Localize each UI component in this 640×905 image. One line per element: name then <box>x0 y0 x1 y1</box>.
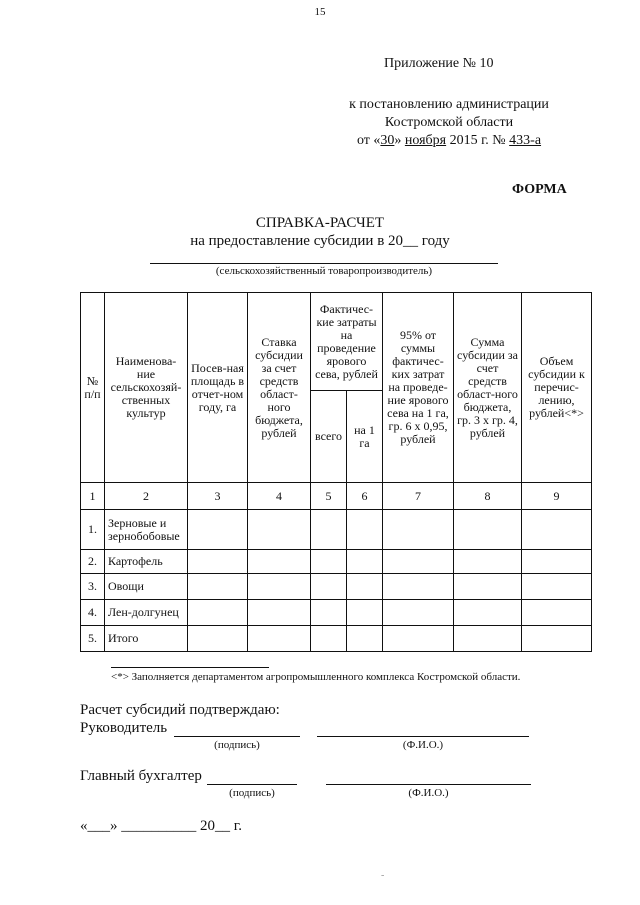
header-sown-area: Посев-ная площадь в отчет-ном году, га <box>188 293 248 483</box>
head-name-line[interactable] <box>317 736 529 737</box>
row-number: 4. <box>81 600 105 626</box>
footnote-divider <box>111 667 269 668</box>
table-cell[interactable] <box>248 510 311 550</box>
accountant-label: Главный бухгалтер <box>80 768 202 784</box>
column-number: 2 <box>105 483 188 510</box>
decree-sep: » <box>394 133 405 148</box>
decree-line-3 <box>318 132 580 150</box>
row-number: 2. <box>81 550 105 574</box>
row-number: 1. <box>81 510 105 550</box>
table-cell[interactable] <box>383 626 454 652</box>
table-cell[interactable] <box>383 550 454 574</box>
accountant-signature-line[interactable] <box>207 784 297 785</box>
table-row <box>81 550 592 574</box>
decree-day: 30 <box>380 133 395 148</box>
column-number-row <box>81 483 592 510</box>
column-number: 8 <box>454 483 522 510</box>
table-cell[interactable] <box>347 600 383 626</box>
table-cell[interactable] <box>383 574 454 600</box>
table-cell[interactable] <box>347 550 383 574</box>
table-row <box>81 510 592 550</box>
table-cell[interactable] <box>347 510 383 550</box>
header-row-number: № п/п <box>81 293 105 483</box>
head-sign-caption: (подпись) <box>214 739 260 751</box>
header-transfer-volume: Объем субсидии к перечис-лению, рублей<*> <box>522 293 592 483</box>
table-cell[interactable] <box>522 600 592 626</box>
table-cell[interactable] <box>454 626 522 652</box>
table-cell[interactable] <box>454 600 522 626</box>
table-row <box>81 600 592 626</box>
title-main: СПРАВКА-РАСЧЕТ <box>255 215 385 231</box>
table-cell[interactable] <box>383 600 454 626</box>
column-number: 5 <box>311 483 347 510</box>
page-number: 15 <box>314 6 326 18</box>
header-costs-per-ha: на 1 га <box>347 391 383 483</box>
table-cell[interactable] <box>248 626 311 652</box>
head-name-caption: (Ф.И.О.) <box>402 739 444 751</box>
table-cell[interactable] <box>522 626 592 652</box>
table-cell[interactable] <box>248 574 311 600</box>
accountant-sign-caption: (подпись) <box>229 787 275 799</box>
crop-name: Картофель <box>105 550 188 574</box>
crop-name: Овощи <box>105 574 188 600</box>
date-month-year: __________ 20__ г. <box>121 818 242 834</box>
table-cell[interactable] <box>522 574 592 600</box>
table-cell[interactable] <box>522 510 592 550</box>
header-95-percent: 95% от суммы фактичес-ких затрат на проведе-ние ярового сева на 1 га, гр. 6 х 0,95, рублей <box>383 293 454 483</box>
table-cell[interactable] <box>248 600 311 626</box>
accountant-signature-row <box>80 768 202 785</box>
header-subsidy-sum: Сумма субсидии за счет средств област-ного бюджета, гр. 3 х гр. 4, рублей <box>454 293 522 483</box>
producer-blank-line[interactable] <box>150 263 498 264</box>
corner-mark: - <box>381 870 385 881</box>
document-title <box>160 214 480 250</box>
footnote: <*> Заполняется департаментом агропромышленного комплекса Костромской области. <box>111 671 521 683</box>
table-cell[interactable] <box>311 574 347 600</box>
table-cell[interactable] <box>311 626 347 652</box>
header-actual-costs: Фактичес-кие затраты на проведение ярового сева, рублей <box>311 293 383 391</box>
appendix-label: Приложение № 10 <box>384 56 494 71</box>
table-row <box>81 574 592 600</box>
row-number: 3. <box>81 574 105 600</box>
decree-line-1: к постановлению администрации <box>349 97 549 112</box>
decree-year: 2015 г. № <box>446 133 510 148</box>
date-line[interactable] <box>80 818 242 835</box>
table-cell[interactable] <box>454 510 522 550</box>
table-cell[interactable] <box>188 600 248 626</box>
table-row <box>81 626 592 652</box>
table-cell[interactable] <box>188 626 248 652</box>
column-number: 4 <box>248 483 311 510</box>
table-cell[interactable] <box>311 550 347 574</box>
form-label: ФОРМА <box>512 182 567 197</box>
decree-prefix: от « <box>356 133 381 148</box>
date-day: «___» <box>80 818 122 834</box>
table-cell[interactable] <box>347 626 383 652</box>
head-label: Руководитель <box>80 720 168 736</box>
producer-caption: (сельскохозяйственный товаропроизводитель) <box>215 265 433 277</box>
table-cell[interactable] <box>311 600 347 626</box>
subsidy-table <box>80 292 592 652</box>
crop-name: Лен-долгунец <box>105 600 188 626</box>
table-cell[interactable] <box>522 550 592 574</box>
head-signature-row <box>80 720 167 737</box>
crop-name: Итого <box>105 626 188 652</box>
header-costs-total: всего <box>311 391 347 483</box>
table-cell[interactable] <box>454 574 522 600</box>
header-crop-name: Наименова-ние сельскохозяй-ственных культур <box>105 293 188 483</box>
table-cell[interactable] <box>347 574 383 600</box>
decree-number: 433-а <box>509 133 542 148</box>
table-cell[interactable] <box>311 510 347 550</box>
table-cell[interactable] <box>188 510 248 550</box>
decree-month: ноября <box>404 133 447 148</box>
accountant-name-line[interactable] <box>326 784 531 785</box>
column-number: 3 <box>188 483 248 510</box>
table-cell[interactable] <box>188 574 248 600</box>
decree-line-2: Костромской области <box>384 115 514 130</box>
column-number: 7 <box>383 483 454 510</box>
table-cell[interactable] <box>188 550 248 574</box>
accountant-name-caption: (Ф.И.О.) <box>408 787 449 799</box>
title-sub: на предоставление субсидии в 20__ году <box>190 233 450 249</box>
header-subsidy-rate: Ставка субсидии за счет средств област-ного бюджета, рублей <box>248 293 311 483</box>
table-cell[interactable] <box>454 550 522 574</box>
decree-reference <box>318 96 580 150</box>
table-cell[interactable] <box>248 550 311 574</box>
column-number: 9 <box>522 483 592 510</box>
table-cell[interactable] <box>383 510 454 550</box>
column-number: 6 <box>347 483 383 510</box>
row-number: 5. <box>81 626 105 652</box>
head-signature-line[interactable] <box>174 736 300 737</box>
column-number: 1 <box>81 483 105 510</box>
confirm-label: Расчет субсидий подтверждаю: <box>80 702 280 718</box>
crop-name: Зерновые и зернобобовые <box>105 510 188 550</box>
